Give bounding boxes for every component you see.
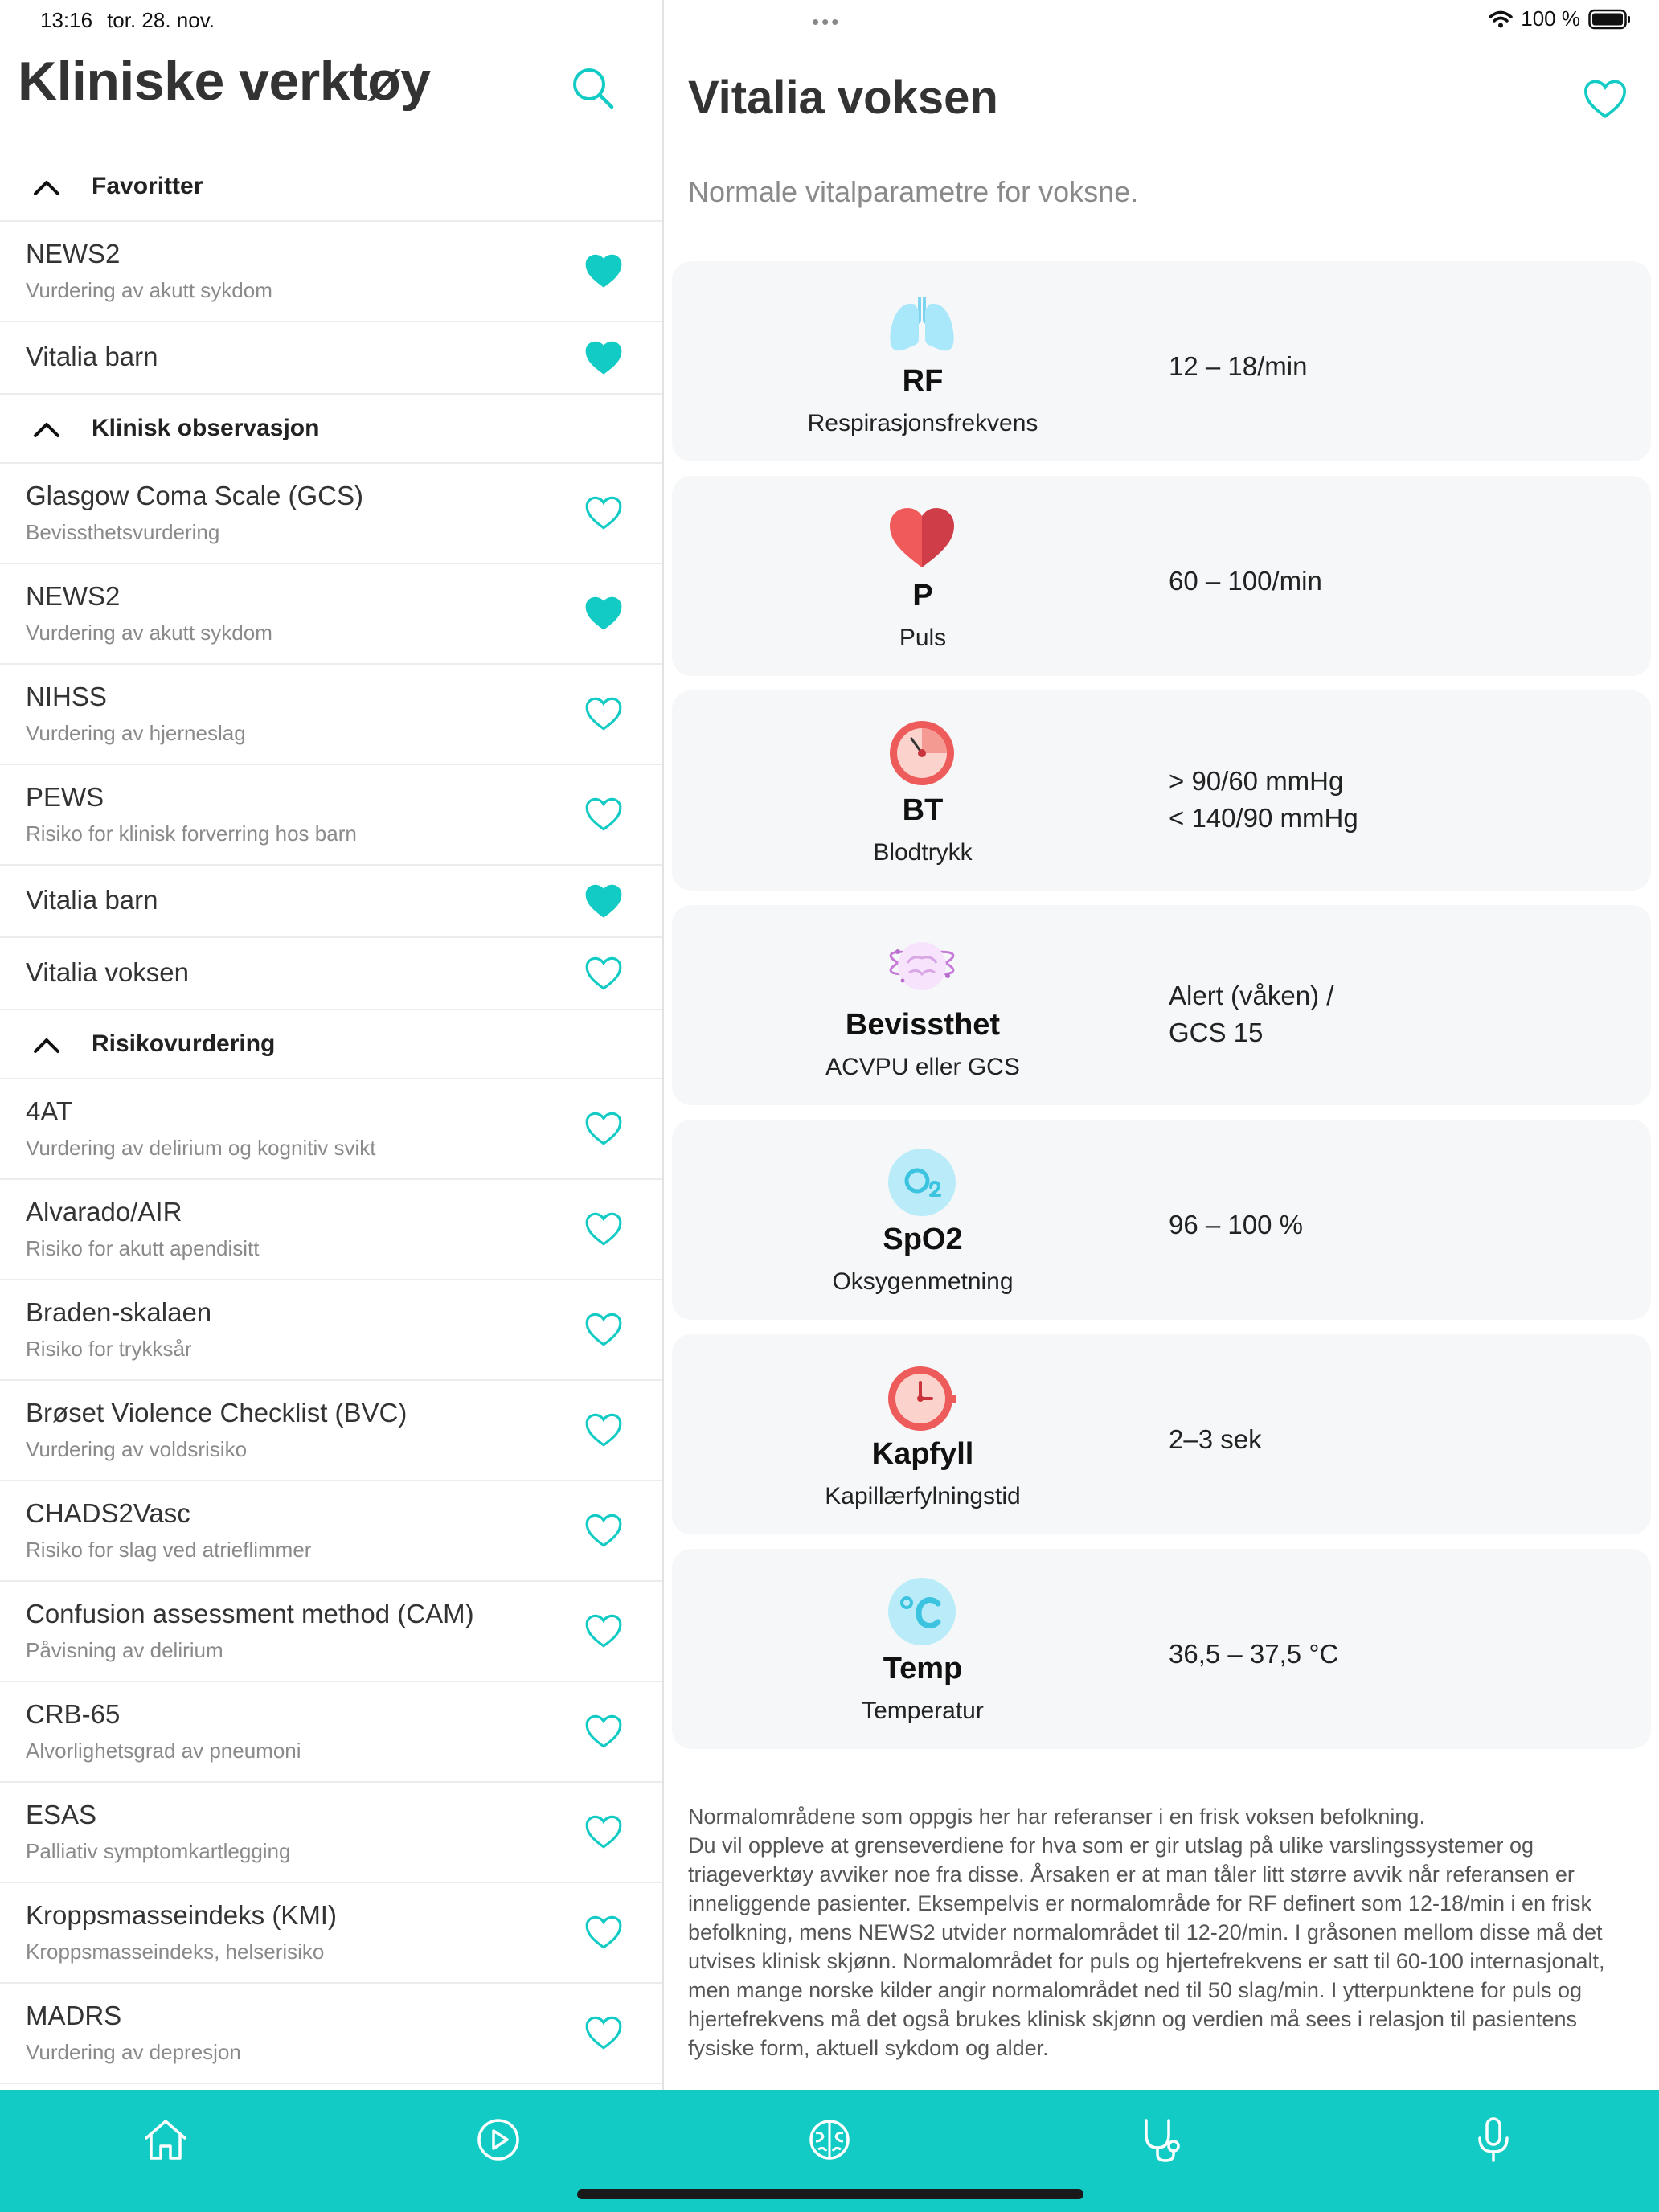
search-icon[interactable] bbox=[569, 64, 617, 113]
favorite-outline-icon[interactable] bbox=[584, 1411, 624, 1448]
tool-name: CHADS2Vasc bbox=[26, 1498, 190, 1528]
parameter-value: Alert (våken) / bbox=[1169, 981, 1334, 1010]
parameter-name: Oksygenmetning bbox=[832, 1268, 1014, 1295]
favorite-outline-icon[interactable] bbox=[584, 1713, 624, 1750]
tab-bar bbox=[0, 2090, 1659, 2212]
favorite-outline-icon[interactable] bbox=[584, 1813, 624, 1850]
parameter-range bbox=[1169, 563, 1322, 600]
section-header[interactable] bbox=[0, 395, 662, 464]
tool-list-item[interactable] bbox=[0, 1883, 662, 1984]
status-date: tor. 28. nov. bbox=[107, 8, 215, 32]
vital-parameter-cards bbox=[672, 261, 1651, 1763]
play-icon[interactable] bbox=[473, 2114, 524, 2165]
favorite-outline-icon[interactable] bbox=[584, 1311, 624, 1348]
chevron-up-icon[interactable] bbox=[31, 174, 63, 199]
favorite-heart-icon[interactable] bbox=[1582, 77, 1628, 121]
tool-list-item[interactable] bbox=[0, 1079, 662, 1180]
favorite-outline-icon[interactable] bbox=[584, 1512, 624, 1549]
tool-subtitle: Risiko for akutt apendisitt bbox=[26, 1236, 260, 1260]
parameter-abbreviation: RF bbox=[902, 364, 944, 398]
tool-name: CRB-65 bbox=[26, 1699, 121, 1729]
tool-list-item[interactable] bbox=[0, 665, 662, 765]
detail-title: Vitalia voksen bbox=[688, 72, 998, 124]
section-label: Risikovurdering bbox=[92, 1030, 276, 1057]
favorite-filled-icon[interactable] bbox=[584, 339, 624, 376]
favorite-outline-icon[interactable] bbox=[584, 1612, 624, 1649]
tool-subtitle: Palliativ symptomkartlegging bbox=[26, 1839, 291, 1863]
tool-name: Alvarado/AIR bbox=[26, 1197, 182, 1227]
parameter-range bbox=[1169, 1206, 1303, 1243]
tool-list-item[interactable] bbox=[0, 938, 662, 1010]
tool-name: PEWS bbox=[26, 782, 104, 812]
favorite-outline-icon[interactable] bbox=[584, 2014, 624, 2051]
multitasking-dots[interactable]: ••• bbox=[812, 10, 842, 34]
tool-name: Vitalia voksen bbox=[26, 957, 190, 987]
parameter-name: Puls bbox=[899, 625, 947, 651]
tool-subtitle: Påvisning av delirium bbox=[26, 1638, 223, 1662]
tool-list-item[interactable] bbox=[0, 222, 662, 322]
vital-parameter-card bbox=[672, 1120, 1651, 1320]
parameter-range bbox=[1169, 1636, 1338, 1673]
heart-icon bbox=[885, 502, 959, 576]
detail-pane bbox=[664, 0, 1659, 2090]
tool-list-item[interactable] bbox=[0, 866, 662, 938]
tool-subtitle: Risiko for klinisk forverring hos barn bbox=[26, 821, 357, 846]
tool-name: ESAS bbox=[26, 1800, 97, 1829]
brain-icon[interactable] bbox=[804, 2114, 855, 2165]
tool-list-item[interactable] bbox=[0, 1682, 662, 1783]
tool-name: NEWS2 bbox=[26, 581, 121, 611]
tool-list-item[interactable] bbox=[0, 564, 662, 665]
tool-list-item[interactable] bbox=[0, 1582, 662, 1682]
favorite-filled-icon[interactable] bbox=[584, 595, 624, 632]
status-indicators bbox=[1489, 6, 1632, 31]
wifi-icon bbox=[1489, 10, 1513, 28]
tool-name: NEWS2 bbox=[26, 239, 121, 268]
status-time: 13:16 bbox=[40, 8, 93, 32]
parameter-abbreviation: Temp bbox=[883, 1652, 963, 1686]
tool-subtitle: Kroppsmasseindeks, helserisiko bbox=[26, 1940, 325, 1964]
parameter-abbreviation: Kapfyll bbox=[871, 1437, 974, 1471]
battery-icon bbox=[1588, 9, 1632, 30]
favorite-outline-icon[interactable] bbox=[584, 796, 624, 833]
tool-list bbox=[0, 153, 662, 2084]
tool-subtitle: Vurdering av hjerneslag bbox=[26, 721, 246, 745]
parameter-value: 96 – 100 % bbox=[1169, 1210, 1303, 1239]
tool-list-item[interactable] bbox=[0, 1481, 662, 1582]
tool-name: Confusion assessment method (CAM) bbox=[26, 1599, 474, 1628]
section-label: Klinisk observasjon bbox=[92, 415, 320, 441]
favorite-outline-icon[interactable] bbox=[584, 494, 624, 531]
parameter-abbreviation: SpO2 bbox=[883, 1223, 963, 1256]
parameter-value: 2–3 sek bbox=[1169, 1424, 1262, 1454]
status-time-date bbox=[40, 8, 215, 33]
chevron-up-icon[interactable] bbox=[31, 1032, 63, 1056]
parameter-value: GCS 15 bbox=[1169, 1018, 1264, 1047]
chevron-up-icon[interactable] bbox=[31, 416, 63, 440]
parameter-value: > 90/60 mmHg bbox=[1169, 766, 1344, 796]
tool-list-item[interactable] bbox=[0, 1984, 662, 2084]
parameter-range bbox=[1169, 977, 1333, 1051]
parameter-name: Kapillærfylningstid bbox=[825, 1483, 1021, 1509]
favorite-filled-icon[interactable] bbox=[584, 883, 624, 920]
vital-parameter-card bbox=[672, 261, 1651, 461]
parameter-value: 36,5 – 37,5 °C bbox=[1169, 1639, 1339, 1669]
vital-parameter-card bbox=[672, 1334, 1651, 1534]
tool-name: Kroppsmasseindeks (KMI) bbox=[26, 1900, 337, 1930]
parameter-abbreviation: BT bbox=[902, 793, 944, 827]
parameter-name: ACVPU eller GCS bbox=[825, 1054, 1020, 1080]
tool-subtitle: Risiko for trykksår bbox=[26, 1337, 192, 1361]
tool-list-item[interactable] bbox=[0, 322, 662, 395]
parameter-name: Temperatur bbox=[862, 1698, 984, 1724]
parameter-range bbox=[1169, 348, 1307, 385]
tool-list-item[interactable] bbox=[0, 1381, 662, 1481]
thermometer-celsius-icon bbox=[885, 1575, 959, 1649]
section-label: Favoritter bbox=[92, 173, 203, 199]
parameter-name: Respirasjonsfrekvens bbox=[807, 410, 1038, 436]
tool-list-item[interactable] bbox=[0, 464, 662, 564]
tool-name: 4AT bbox=[26, 1096, 73, 1126]
tool-subtitle: Vurdering av akutt sykdom bbox=[26, 621, 272, 645]
favorite-filled-icon[interactable] bbox=[584, 252, 624, 289]
clock-icon bbox=[885, 1360, 959, 1434]
parameter-value: 60 – 100/min bbox=[1169, 566, 1322, 596]
lungs-icon bbox=[885, 287, 959, 361]
home-indicator[interactable] bbox=[577, 2189, 1083, 2199]
tool-list-item[interactable] bbox=[0, 1180, 662, 1280]
tool-subtitle: Alvorlighetsgrad av pneumoni bbox=[26, 1739, 301, 1763]
microphone-icon[interactable] bbox=[1468, 2114, 1519, 2165]
parameter-range bbox=[1169, 763, 1358, 837]
tool-name: Vitalia barn bbox=[26, 885, 158, 915]
tool-list-item[interactable] bbox=[0, 1280, 662, 1381]
detail-subtitle: Normale vitalparametre for voksne. bbox=[688, 175, 1139, 208]
favorite-outline-icon[interactable] bbox=[584, 1110, 624, 1147]
sidebar-title: Kliniske verktøy bbox=[18, 51, 431, 112]
vital-parameter-card bbox=[672, 690, 1651, 891]
tool-name: Vitalia barn bbox=[26, 342, 158, 371]
favorite-outline-icon[interactable] bbox=[584, 1914, 624, 1951]
section-header[interactable] bbox=[0, 153, 662, 222]
note-paragraph: Du vil oppleve at grenseverdiene for hva som er gir utslag på ulike varslingssystemer og triageverktøy avviker noe fra disse. Årsaken er at man tåler litt større avvik når referansen er inneliggende pasienter. Eksempelvis er normalområde for RF definert som 12-18/min i en frisk befolkning, mens NEWS2 utvider normalområdet til 12-20/min. I gråsonen mellom disse må det utvises klinisk skjønn. Normalområdet for puls og hjertefrekvens er satt til 60-100 internasjonalt, men mange norske kilder angir normalområdet ned til 50 slag/min. I ytterpunktene for puls og hjertefrekvens må det også brukes klinisk skjønn og verdien må sees i relasjon til pasientens fysiske form, aktuell sykdom og alder. bbox=[688, 1833, 1605, 2060]
vital-parameter-card bbox=[672, 1549, 1651, 1749]
tool-name: Brøset Violence Checklist (BVC) bbox=[26, 1398, 408, 1428]
parameter-value: < 140/90 mmHg bbox=[1169, 803, 1358, 833]
vital-parameter-card bbox=[672, 905, 1651, 1105]
parameter-abbreviation: Bevissthet bbox=[845, 1008, 1001, 1042]
battery-percent: 100 % bbox=[1521, 6, 1580, 31]
parameter-value: 12 – 18/min bbox=[1169, 351, 1308, 381]
tool-subtitle: Bevissthetsvurdering bbox=[26, 520, 220, 544]
vital-parameter-card bbox=[672, 476, 1651, 676]
section-header[interactable] bbox=[0, 1010, 662, 1079]
note-paragraph: Normalområdene som oppgis her har referanser i en frisk voksen befolkning. bbox=[688, 1804, 1425, 1829]
tool-name: Glasgow Coma Scale (GCS) bbox=[26, 481, 363, 510]
tool-list-item[interactable] bbox=[0, 765, 662, 866]
favorite-outline-icon[interactable] bbox=[584, 695, 624, 732]
tool-subtitle: Vurdering av delirium og kognitiv svikt bbox=[26, 1136, 376, 1160]
tool-list-item[interactable] bbox=[0, 1783, 662, 1883]
tool-subtitle: Risiko for slag ved atrieflimmer bbox=[26, 1538, 312, 1562]
gauge-icon bbox=[885, 716, 959, 790]
tool-subtitle: Vurdering av depresjon bbox=[26, 2040, 241, 2064]
parameter-abbreviation: P bbox=[912, 579, 933, 612]
parameter-range bbox=[1169, 1421, 1262, 1458]
stethoscope-icon[interactable] bbox=[1135, 2114, 1186, 2165]
oxygen-icon bbox=[885, 1145, 959, 1219]
reference-note bbox=[688, 1802, 1636, 2062]
brain-icon bbox=[885, 931, 959, 1005]
tools-sidebar bbox=[0, 0, 664, 2090]
home-icon[interactable] bbox=[140, 2114, 191, 2165]
tool-subtitle: Vurdering av voldsrisiko bbox=[26, 1437, 248, 1461]
tool-name: MADRS bbox=[26, 2001, 122, 2030]
status-bar bbox=[0, 0, 1659, 40]
tool-subtitle: Vurdering av akutt sykdom bbox=[26, 278, 272, 302]
tool-name: Braden-skalaen bbox=[26, 1297, 212, 1327]
parameter-name: Blodtrykk bbox=[873, 839, 973, 866]
favorite-outline-icon[interactable] bbox=[584, 1210, 624, 1247]
favorite-outline-icon[interactable] bbox=[584, 955, 624, 992]
tool-name: NIHSS bbox=[26, 682, 107, 711]
